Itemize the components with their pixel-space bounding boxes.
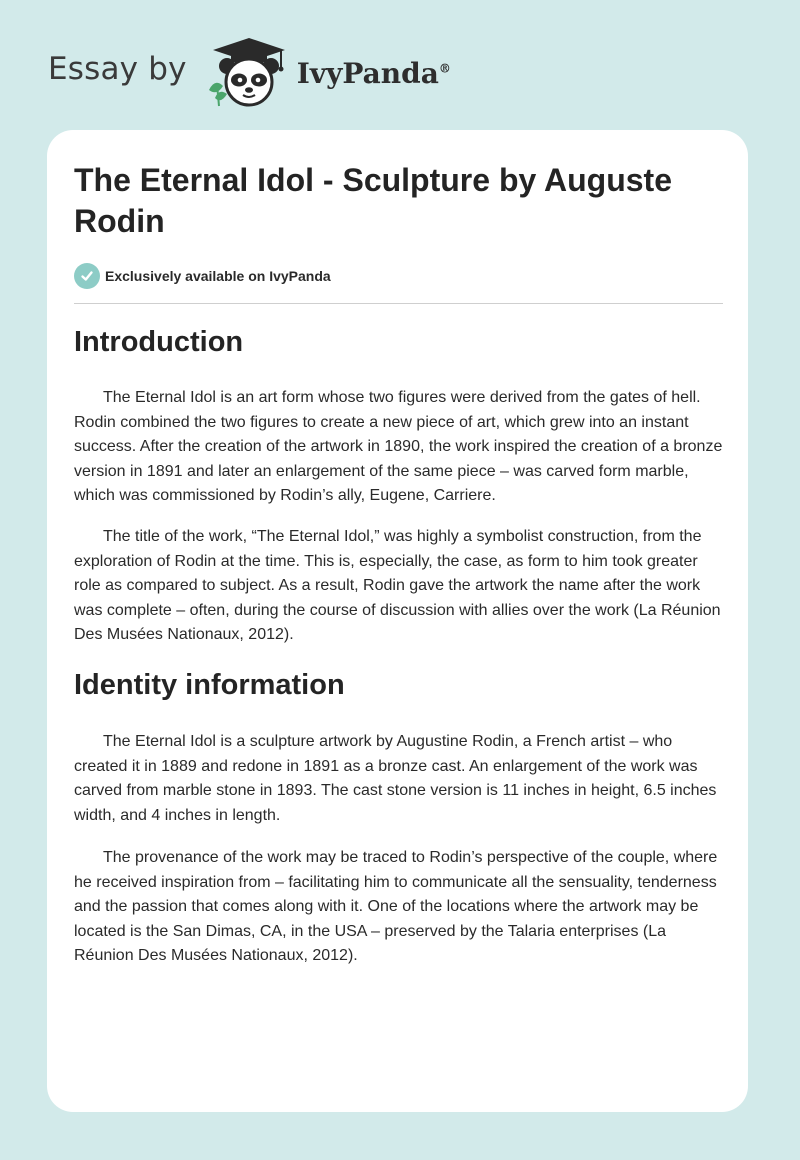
paragraph: The provenance of the work may be traced to Rodin’s perspective of the couple, where he received inspiration from – facilitating him to communicate all the sensuality, tenderness and the passion that comes along with it. One of the locations where the artwork may be located is the San Dimas, CA, in the USA – preserved by the Talaria enterprises (La Réunion Des Musées Nationaux, 2012).: [74, 849, 718, 965]
section-heading-identity-information: Identity information: [74, 669, 345, 701]
checkmark-icon: [74, 263, 100, 289]
paragraph: The Eternal Idol is a sculpture artwork by Augustine Rodin, a French artist – who created it in 1889 and redone in 1891 as a bronze cast. An enlargement of the work was carved from marble stone in 1893. The cast stone version is 11 inches in height, 6.5 inches width, and 4 inches in length.: [74, 733, 717, 824]
badge-text: Exclusively available on IvyPanda: [105, 268, 331, 284]
divider: [74, 303, 723, 304]
section-heading-introduction: Introduction: [74, 326, 244, 358]
brand-name[interactable]: IvyPanda®: [296, 56, 451, 90]
essay-card: [47, 130, 748, 1112]
panda-logo-icon[interactable]: [203, 36, 295, 108]
page-title: The Eternal Idol - Sculpture by Auguste Rodin: [74, 162, 672, 239]
exclusive-badge: [74, 263, 331, 289]
site-header: [48, 36, 451, 108]
paragraph: The Eternal Idol is an art form whose two figures were derived from the gates of hell. Rodin combined the two figures to create a new piece of art, which grew into an instant success. After the creation of the artwork in 1890, the work inspired the creation of a bronze version in 1891 and later an enlargement of the same piece – was carved form marble, which was commissioned by Rodin’s ally, Eugene, Carriere.: [74, 389, 723, 505]
essay-by-label: Essay by: [48, 51, 187, 87]
paragraph: The title of the work, “The Eternal Idol,” was highly a symbolist construction, from the exploration of Rodin at the time. This is, especially, the case, as form to him took greater role as compared to subject. As a result, Rodin gave the artwork the name after the work was complete – often, during the course of discussion with allies over the work (La Réunion Des Musées Nationaux, 2012).: [74, 528, 721, 644]
